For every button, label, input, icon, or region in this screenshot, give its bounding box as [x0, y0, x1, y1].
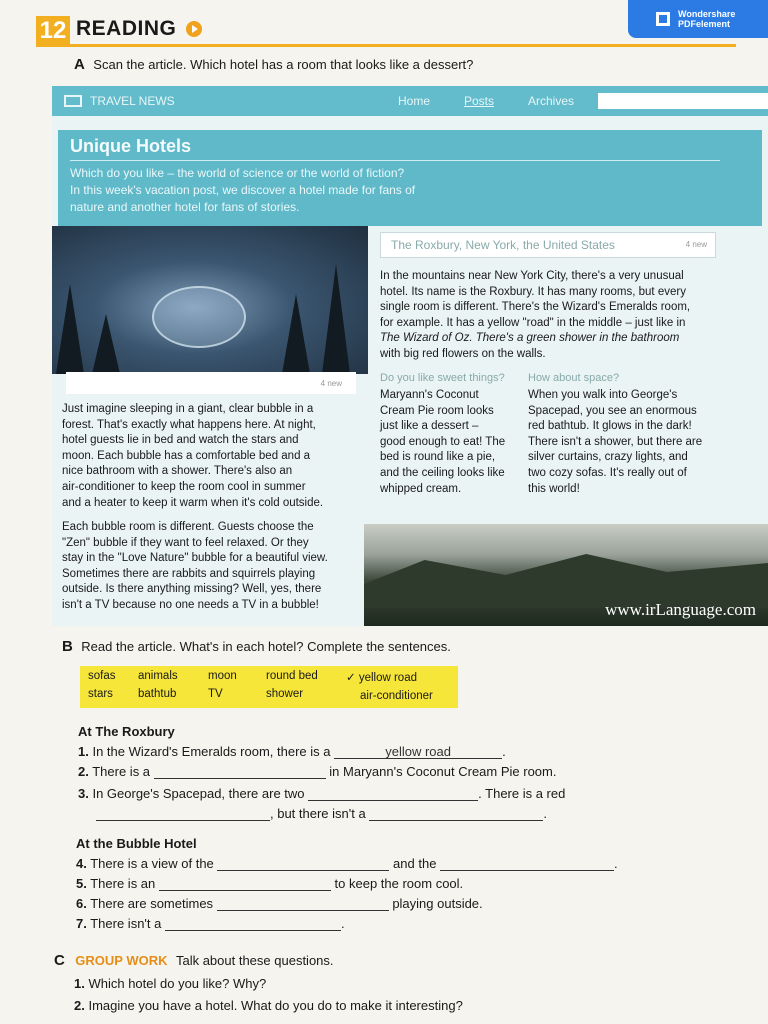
hero-divider — [70, 160, 720, 161]
question-number: 1. — [74, 976, 85, 991]
bubble-post-para-1 — [62, 402, 362, 511]
unit-title: READING — [76, 17, 177, 40]
question-text: playing outside. — [392, 896, 483, 911]
hero-line-1: Which do you like – the world of science or the world of fiction? — [70, 166, 405, 180]
unit-number-badge: 12 — [36, 16, 70, 46]
hero-title: Unique Hotels — [70, 136, 192, 156]
watermark-line-1: Wondershare — [678, 9, 736, 19]
question-text: . There is a red — [478, 786, 566, 801]
roxbury-new-tag: 4 new — [685, 240, 707, 249]
word-bank-item: round bed — [266, 670, 318, 682]
bubble-line: air-conditioner to keep the room cool in summer — [62, 480, 306, 493]
word-bank-item: bathtub — [138, 688, 177, 700]
pdfelement-watermark-badge — [628, 0, 768, 38]
question-text: . — [543, 806, 547, 821]
hero-line-3: nature and another hotel for fans of stories. — [70, 200, 300, 214]
answer-blank[interactable] — [165, 916, 341, 931]
maryann-line: good enough to eat! The — [380, 435, 506, 448]
question-3 — [78, 786, 565, 801]
hero-banner — [58, 130, 762, 226]
maryann-line: and the ceiling looks like — [380, 466, 505, 479]
bubble-line: isn't a TV because no one needs a TV in a bubble! — [62, 598, 319, 611]
answer-blank[interactable] — [334, 744, 502, 759]
section-b-letter: B — [62, 638, 73, 655]
blog-search-input[interactable] — [598, 93, 768, 109]
question-5 — [76, 876, 463, 891]
maryann-post-body — [380, 388, 526, 497]
question-number: 5. — [76, 876, 87, 891]
george-line: silver curtains, crazy lights, and — [528, 451, 688, 464]
answer-blank[interactable] — [159, 876, 331, 891]
mountain-landscape-photo — [364, 524, 768, 626]
question-number: 2. — [78, 764, 89, 779]
question-text: In George's Spacepad, there are two — [92, 786, 305, 801]
george-post-body — [528, 388, 728, 497]
audio-play-icon[interactable] — [186, 21, 202, 37]
nav-link-home[interactable]: Home — [398, 94, 431, 108]
group-work-label: GROUP WORK — [75, 953, 168, 968]
watermark-line-2: PDFelement — [678, 19, 731, 29]
george-line: When you walk into George's — [528, 389, 678, 401]
answer-blank[interactable] — [217, 896, 389, 911]
bubble-shape — [152, 286, 246, 348]
question-text: There are sometimes — [90, 896, 214, 911]
bubble-hotel-heading: At the Bubble Hotel — [76, 836, 197, 851]
maryann-line: just like a dessert – — [380, 420, 479, 433]
word-bank-item: stars — [88, 688, 113, 700]
question-text: Which hotel do you like? Why? — [88, 976, 267, 991]
question-2 — [78, 764, 556, 779]
bubble-line: stay in the "Love Nature" bubble for a beautiful view. — [62, 552, 328, 565]
bubble-new-tag: 4 new — [320, 379, 342, 388]
blog-article — [52, 86, 768, 626]
question-number: 6. — [76, 896, 87, 911]
word-bank-item-checked: ✓ yellow road — [346, 672, 417, 684]
george-line: two cozy sofas. It's really out of — [528, 466, 687, 479]
bubble-line: moon. Each bubble has a comfortable bed and a — [62, 449, 311, 462]
bubble-line: Each bubble room is different. Guests choose the — [62, 521, 314, 533]
question-text: There is a — [92, 764, 151, 779]
discussion-question-2 — [74, 998, 463, 1013]
maryann-line: Maryann's Coconut — [380, 389, 479, 401]
question-4 — [76, 856, 618, 871]
section-c-letter: C — [54, 952, 65, 969]
word-bank — [80, 666, 458, 708]
header-divider — [36, 44, 736, 47]
question-text: Imagine you have a hotel. What do you do to make it interesting? — [88, 998, 463, 1013]
blog-brand: TRAVEL NEWS — [90, 94, 175, 108]
section-a-letter: A — [74, 56, 85, 73]
question-7 — [76, 916, 345, 931]
question-3-continued — [96, 806, 547, 821]
section-b-text: Read the article. What's in each hotel? Complete the sentences. — [81, 639, 451, 654]
mountain-ridge — [364, 548, 768, 608]
pdfelement-logo-icon — [656, 12, 670, 26]
roxbury-line: The Wizard of Oz. There's a green shower in the bathroom — [380, 332, 680, 345]
question-number: 3. — [78, 786, 89, 801]
bubble-line: outside. Is there anything missing? Well, yes, there — [62, 583, 322, 596]
question-text: to keep the room cool. — [334, 876, 464, 891]
bubble-post-header — [66, 372, 356, 394]
word-bank-item: TV — [208, 688, 223, 700]
question-text: There is a view of the — [90, 856, 214, 871]
roxbury-line: with big red flowers on the walls. — [380, 347, 546, 360]
discussion-question-1 — [74, 976, 266, 991]
section-c-instruction — [54, 952, 334, 970]
question-number: 1. — [78, 744, 89, 759]
answer-blank[interactable] — [96, 806, 270, 821]
roxbury-line: single room is different. There's the Wizard's Emeralds room, — [380, 301, 691, 314]
question-text: There is an — [90, 876, 156, 891]
bubble-line: "Zen" bubble if they want to feel relaxed. Or they — [62, 536, 309, 549]
bubble-line: Just imagine sleeping in a giant, clear bubble in a — [62, 403, 314, 415]
section-a-text: Scan the article. Which hotel has a room that looks like a dessert? — [93, 57, 474, 72]
bubble-line: forest. That's exactly what happens here. At night, — [62, 418, 316, 431]
word-bank-item: air-conditioner — [360, 690, 433, 702]
roxbury-post-header — [380, 232, 716, 258]
hero-line-2: In this week's vacation post, we discover a hotel made for fans of — [70, 183, 416, 197]
question-text: , but there isn't a — [270, 806, 366, 821]
roxbury-post-body — [380, 269, 764, 363]
bubble-line: Sometimes there are rabbits and squirrels playing — [62, 567, 316, 580]
section-b-instruction — [62, 638, 451, 656]
question-text: and the — [393, 856, 437, 871]
roxbury-heading: At The Roxbury — [78, 724, 175, 739]
question-text: There isn't a — [90, 916, 162, 931]
answer-blank[interactable] — [154, 764, 326, 779]
bubble-line: nice bathroom with a shower. There's also an — [62, 465, 293, 478]
roxbury-line: for example. It has a yellow "road" in the middle – just like in — [380, 316, 686, 329]
maryann-line: bed is round like a pie, — [380, 451, 496, 464]
roxbury-post-title: The Roxbury, New York, the United States — [391, 238, 615, 252]
answer-blank[interactable] — [440, 856, 614, 871]
word-bank-item: moon — [208, 670, 237, 682]
question-number: 4. — [76, 856, 87, 871]
answer-blank[interactable] — [369, 806, 543, 821]
blog-nav-bar — [52, 86, 768, 116]
george-line: red bathtub. It glows in the dark! — [528, 420, 692, 433]
bubble-line: hotel guests lie in bed and watch the stars and — [62, 434, 299, 447]
answer-blank[interactable] — [308, 786, 478, 801]
question-number: 7. — [76, 916, 87, 931]
website-watermark: www.irLanguage.com — [605, 600, 756, 619]
question-text: . — [614, 856, 618, 871]
section-a-instruction — [74, 56, 473, 74]
watermark-text — [678, 9, 735, 29]
question-text: in Maryann's Coconut Cream Pie room. — [329, 764, 557, 779]
george-line: Spacepad, you see an enormous — [528, 404, 697, 417]
question-number: 2. — [74, 998, 85, 1013]
answer-blank[interactable] — [217, 856, 389, 871]
george-line: this world! — [528, 482, 580, 495]
maryann-line: Cream Pie room looks — [380, 404, 494, 417]
question-6 — [76, 896, 483, 911]
nav-link-archives[interactable]: Archives — [528, 94, 575, 108]
question-text: . — [341, 916, 345, 931]
section-c-text: Talk about these questions. — [175, 953, 334, 968]
george-line: There isn't a shower, but there are — [528, 435, 703, 448]
bubble-line: and a heater to keep it warm when it's cold outside. — [62, 496, 324, 509]
answer-text: yellow road — [385, 744, 451, 759]
question-text: . — [502, 744, 506, 759]
bubble-post-para-2 — [62, 520, 362, 614]
bubble-hotel-photo — [52, 226, 368, 374]
question-1 — [78, 744, 506, 759]
question-text: In the Wizard's Emeralds room, there is a — [92, 744, 331, 759]
word-bank-item: shower — [266, 688, 304, 700]
word-bank-item: animals — [138, 670, 178, 682]
roxbury-line: hotel. Its name is the Roxbury. It has many rooms, but every — [380, 285, 686, 298]
roxbury-line: In the mountains near New York City, there's a very unusual — [380, 270, 684, 282]
nav-link-posts[interactable]: Posts — [464, 94, 495, 108]
word-bank-item: sofas — [88, 670, 116, 682]
tv-icon — [64, 95, 82, 107]
george-post-title: How about space? — [528, 372, 620, 384]
maryann-post-title: Do you like sweet things? — [380, 372, 505, 384]
maryann-line: whipped cream. — [380, 482, 462, 495]
